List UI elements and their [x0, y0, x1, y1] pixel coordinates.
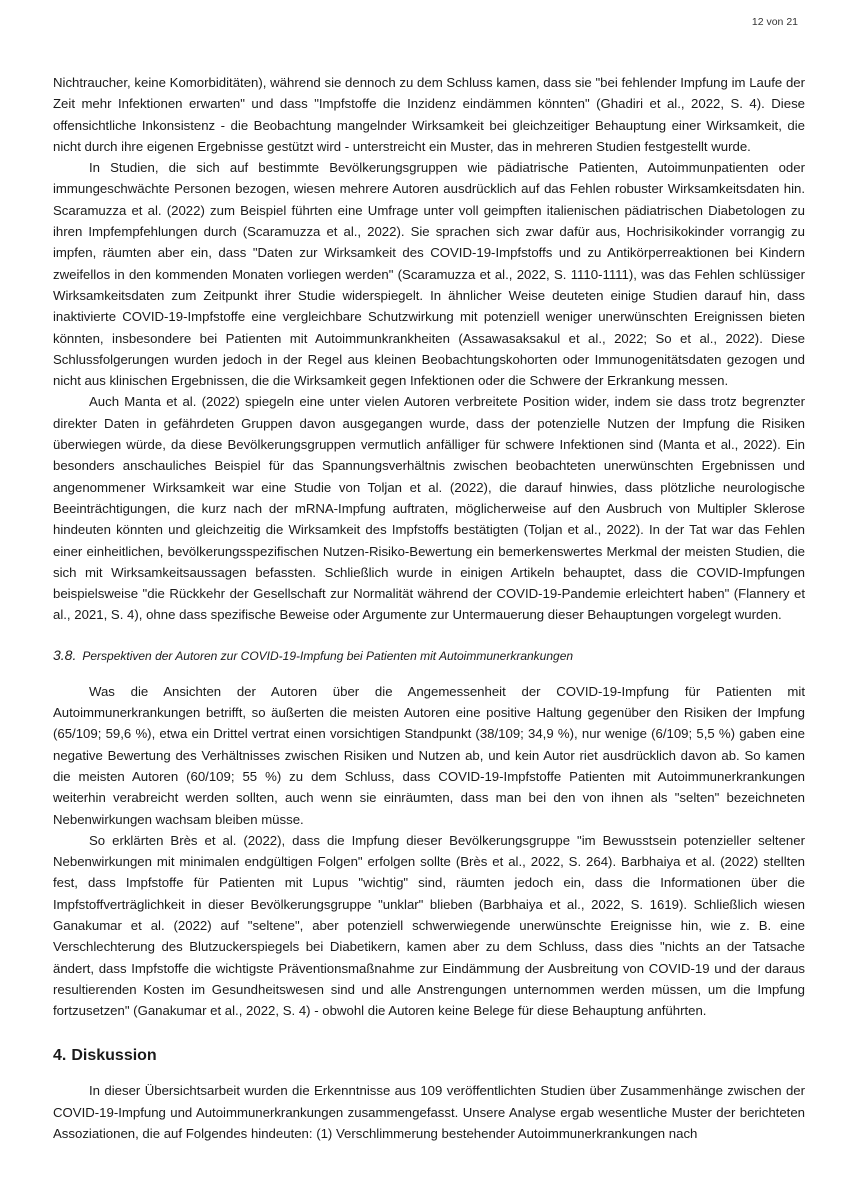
paragraph-examples: So erklärten Brès et al. (2022), dass die Impfung dieser Bevölkerungsgruppe "im Bewusstsein potenzieller seltener Nebenwirkungen mit minimalen endgültigen Folgen" erfolgen sollte (Brès et al., 2022, S. 264). Barbhaiya et al. (2022) stellten fest, dass Impfstoffe für Patienten mit Lupus "wichtig" sind, räumten jedoch ein, dass die Informationen über die Impfstoffverträglichkeit in dieser Bevölkerungsgruppe "unklar" blieben (Barbhaiya et al., 2022, S. 1619). Schließlich wiesen Ganakumar et al. (2022) auf "seltene", aber potenziell schwerwiegende unerwünschte Ereignisse hin, wie z. B. eine Verschlechterung des Blutzuckerspiegels bei Diabetikern, kamen aber zu dem Schluss, dass dies "nichts an der Tatsache ändert, dass Impfstoffe die wichtigste Präventionsmaßnahme zur Eindämmung der Ausbreitung von COVID-19 und der daraus resultierenden Kosten im Gesundheitswesen sind und alle Anstrengungen unternommen werden müssen, um die Impfung fortzusetzen" (Ganakumar et al., 2022, S. 4) - obwohl die Autoren keine Belege für diese Behauptung anführten.	[53, 832, 805, 1019]
section-4-title: Diskussion	[71, 1047, 157, 1065]
section-4-number: 4.	[53, 1047, 67, 1065]
section-3-8-number: 3.8.	[53, 646, 77, 663]
page-number: 12 von 21	[751, 16, 798, 28]
paragraph-author-views: Was die Ansichten der Autoren über die Angemessenheit der COVID-19-Impfung für Patienten mit Autoimmunerkrankungen betrifft, so äußerten die meisten Autoren eine positive Haltung gegenüber den Risiken der Impfung (65/109; 59,6 %), etwa ein Drittel vertrat einen vorsichtigen Standpunkt (38/109; 34,9 %), nur wenige (6/109; 5,5 %) gaben eine negative Bewertung des Verhältnisses zwischen Risiken und Nutzen ab, und kein Autor riet ausdrücklich davon ab. So kamen die meisten Autoren (60/109; 55 %) zu dem Schluss, dass COVID-19-Impfstoffe Patienten mit Autoimmunerkrankungen weiterhin verabreicht werden sollten, auch wenn sie einräumten, dass man bei den von ihnen als "selten" bezeichneten Nebenwirkungen wachsam bleiben müsse.	[53, 683, 805, 827]
document-body	[53, 72, 805, 1144]
section-3-8-heading	[53, 645, 805, 666]
paragraph-continuation: Nichtraucher, keine Komorbiditäten), während sie dennoch zu dem Schluss kamen, dass sie "bei fehlender Impfung im Laufe der Zeit mehr Infektionen erwarten" und dass "Impfstoffe die Inzidenz eindämmen könnten" (Ghadiri et al., 2022, S. 4). Diese offensichtliche Inkonsistenz - die Beobachtung mangelnder Wirksamkeit bei gleichzeitiger Behauptung einer Wirksamkeit, die nicht durch ihre eigenen Ergebnisse gestützt wird - unterstreicht ein Muster, das in mehreren Studien festgestellt wurde.	[53, 75, 805, 154]
paragraph-manta: Auch Manta et al. (2022) spiegeln eine unter vielen Autoren verbreitete Position wider, indem sie dass trotz begrenzter direkter Daten in gefährdeten Gruppen davon ausgegangen wurde, dass der potenzielle Nutzen der Impfung die Risiken überwiegen würde, da diese Bevölkerungsgruppen vermutlich anfälliger für schwere Infektionen sind (Manta et al., 2022). Ein besonders anschauliches Beispiel für das Spannungsverhältnis zwischen beobachteten unerwünschten Ergebnissen und angenommener Wirksamkeit war eine Studie von Toljan et al. (2022), die darauf hinwies, dass plötzliche neurologische Beeinträchtigungen, die kurz nach der mRNA-Impfung auftraten, möglicherweise auf den Ausbruch von Multipler Sklerose hindeuten könnten und gleichzeitig die Wirksamkeit des Impfstoffs bestätigten (Toljan et al., 2022). In der Tat war das Fehlen einer einheitlichen, bevölkerungsspezifischen Nutzen-Risiko-Bewertung ein bemerkenswertes Merkmal der meisten Studien, die sich mit Wirksamkeitsaussagen befassten. Schließlich wurde in einigen Artikeln behauptet, dass die COVID-Impfungen beispielsweise "die Rückkehr der Gesellschaft zur Normalität während der COVID-19-Pandemie erleichtert haben" (Flannery et al., 2021, S. 4), ohne dass spezifische Beweise oder Argumente zur Untermauerung dieser Behauptungen vorgelegt wurden.	[53, 394, 805, 623]
paragraph-population-studies: In Studien, die sich auf bestimmte Bevölkerungsgruppen wie pädiatrische Patienten, Autoimmunpatienten oder immungeschwächte Personen bezogen, wiesen mehrere Autoren ausdrücklich auf das Fehlen robuster Wirksamkeitsdaten hin. Scaramuzza et al. (2022) zum Beispiel führten eine Umfrage unter voll geimpften italienischen pädiatrischen Diabetologen zu ihren Impfempfehlungen durch (Scaramuzza et al., 2022). Sie sprachen sich zwar dafür aus, Hochrisikokinder vorrangig zu impfen, räumten aber ein, dass "Daten zur Wirksamkeit des COVID-19-Impfstoffs und zu Antikörperreaktionen bei Kindern zweifellos in den kommenden Monaten vorliegen werden" (Scaramuzza et al., 2022, S. 1110-1111), was das Fehlen schlüssiger Wirksamkeitsdaten zum Zeitpunkt ihrer Studie widerspiegelt. In ähnlicher Weise deuteten einige Studien darauf hin, dass inaktivierte COVID-19-Impfstoffe eine vergleichbare Schutzwirkung mit potenziell weniger unerwünschten Ereignissen bieten könnten, insbesondere bei Patienten mit Autoimmunkrankheiten (Assawasaksakul et al., 2022; So et al., 2022). Diese Schlussfolgerungen wurden jedoch in der Regel aus kleinen Beobachtungskohorten oder Immunogenitätsdaten gezogen und nicht aus klinischen Ergebnissen, die die Wirksamkeit gegen Infektionen oder die Schwere der Erkrankung messen.	[53, 160, 805, 389]
paragraph-discussion: In dieser Übersichtsarbeit wurden die Erkenntnisse aus 109 veröffentlichten Studien über Zusammenhänge zwischen der COVID-19-Impfung und Autoimmunerkrankungen zusammengefasst. Unsere Analyse ergab wesentliche Muster der berichteten Assoziationen, die auf Folgendes hindeuten: (1) Verschlimmerung bestehender Autoimmunerkrankungen nach	[53, 1083, 805, 1142]
section-4-heading	[53, 1045, 805, 1067]
section-3-8-title: Perspektiven der Autoren zur COVID-19-Impfung bei Patienten mit Autoimmunerkrankungen	[82, 648, 574, 663]
